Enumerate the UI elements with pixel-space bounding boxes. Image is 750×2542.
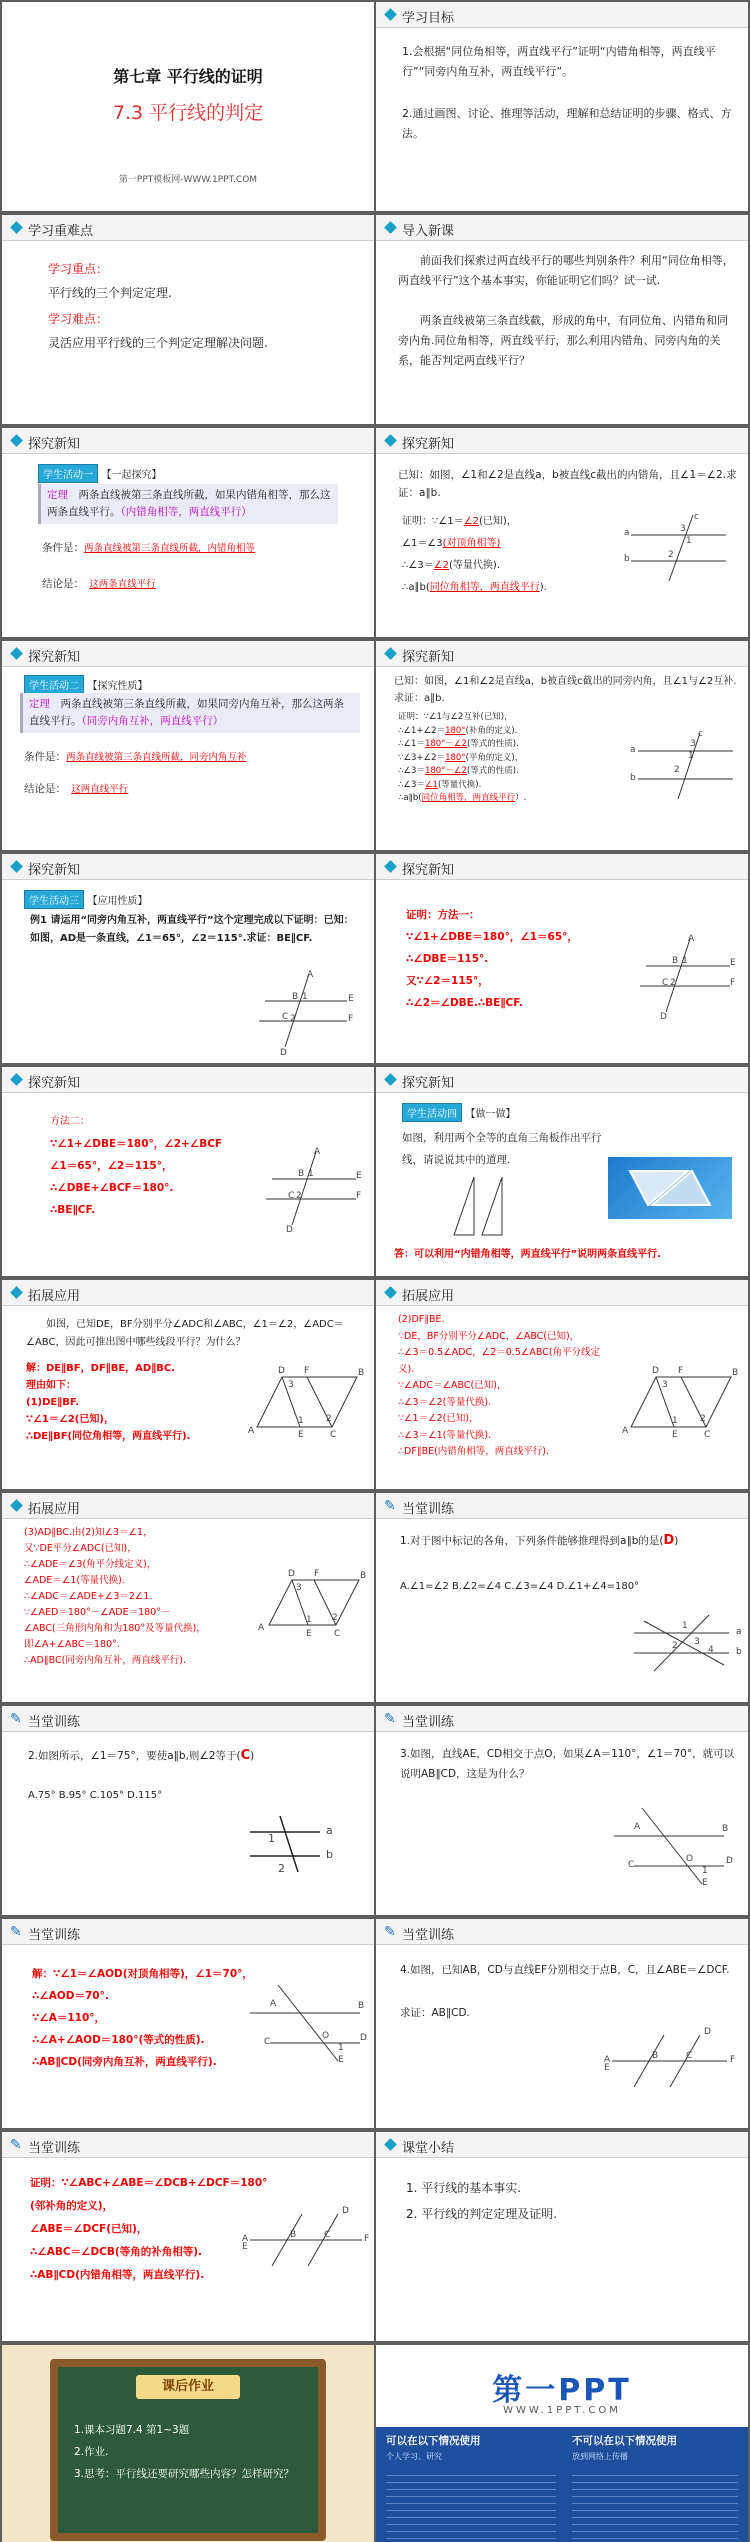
intersect-figure <box>614 1806 734 1886</box>
diamond-icon <box>10 647 23 660</box>
figure-label: A <box>622 1426 629 1436</box>
slide-header: 探究新知 <box>28 650 81 665</box>
figure-label: B <box>732 1368 739 1378</box>
geometry-figure <box>638 934 738 1014</box>
solution: (2)DF∥BE. ∵DE，BF分别平分∠ADC，∠ABC(已知)， ∴∠3＝0.5∠ADC，∠2＝0.5∠ABC(角平分线定义). ∵∠ADC＝∠ABC(已知)， ∴∠3＝∠2(等量代换). ∵∠1＝∠2(已知)， ∴∠3＝∠1(等量代换). ∴DF∥BE(内错角相等，两直线平行). <box>398 1314 601 1457</box>
slide-header: 探究新知 <box>402 437 455 452</box>
slide-copyright <box>376 2345 748 2542</box>
slide-header: 学习重难点 <box>28 224 94 239</box>
figure-label: b <box>736 1647 742 1657</box>
figure-label: 1 <box>688 751 694 761</box>
proof-line: ∴a∥b(同位角相等，两直线平行). <box>402 582 547 593</box>
figure-label: F <box>348 1014 354 1024</box>
figure-label: A <box>314 1147 321 1157</box>
slide-practice2 <box>2 1706 374 1915</box>
diamond-icon <box>10 1499 23 1512</box>
homework-title: 课后作业 <box>136 2375 240 2399</box>
figure-label: 1 <box>682 956 688 966</box>
solution: 解：DE∥BF，DF∥BE，AD∥BC. 理由如下： (1)DE∥BF. ∵∠1＝∠2(已知)， ∴DE∥BF(同位角相等，两直线平行). <box>26 1363 191 1442</box>
allowed-title: 可以在以下情况使用 <box>386 2435 481 2447</box>
example-text: 例1 请运用“同旁内角互补，两直线平行”这个定理完成以下证明：已知：如图，AD是一条直线，∠1＝65°，∠2＝115°.求证：BE∥CF. <box>30 915 354 944</box>
options: A.∠1=∠2 B.∠2=∠4 C.∠3=∠4 D.∠1+∠4=180° <box>400 1581 640 1592</box>
figure-label: E <box>348 994 354 1004</box>
figure-label: E <box>604 2063 610 2073</box>
slide-method2 <box>2 1067 374 1276</box>
figure-label: 2 <box>672 1641 678 1651</box>
figure-label: C <box>704 1430 711 1440</box>
slide-header: 导入新课 <box>402 224 455 239</box>
figure-label: 2 <box>670 978 676 988</box>
slide-keypoints <box>2 215 374 424</box>
diamond-icon <box>384 1073 397 1086</box>
problem: 如图，已知DE，BF分别平分∠ADC和∠ABC，∠1＝∠2，∠ADC＝∠ABC，因此可推出图中哪些线段平行？为什么？ <box>26 1319 344 1348</box>
activity-note: 【探究性质】 <box>87 681 148 692</box>
figure-label: 1 <box>268 1832 275 1845</box>
figure-label: 2 <box>674 765 680 775</box>
given: 已知：如图，∠1和∠2是直线a，b被直线c截出的同旁内角，且∠1与∠2互补.求证：a∥b. <box>394 676 737 704</box>
task-text: 如图，利用两个全等的直角三角板作出平行线，请说说其中的道理. <box>402 1132 602 1166</box>
goal-1: 1.会根据“同位角相等，两直线平行”证明“内错角相等，两直线平行”“同旁内角互补，两直线平行”。 <box>402 45 716 78</box>
geometry-figure <box>257 969 357 1049</box>
figure-label: 3 <box>296 1583 302 1593</box>
ruler-photo <box>608 1157 732 1219</box>
chalkboard <box>50 2359 326 2541</box>
transversal-figure <box>612 2031 732 2091</box>
activity-note: 【一起探究】 <box>101 470 162 481</box>
slide-activity2 <box>2 641 374 850</box>
figure-label: F <box>678 1366 684 1376</box>
difficulty-value: 灵活应用平行线的三个判定定理解决问题. <box>48 336 268 350</box>
figure-label: b <box>630 773 636 783</box>
diamond-icon <box>384 434 397 447</box>
brand-url: WWW.1PPT.COM <box>503 2405 621 2416</box>
activity-note: 【做一做】 <box>465 1109 516 1120</box>
figure-label: B <box>722 1824 729 1834</box>
slide-activity3 <box>2 854 374 1063</box>
question: 1.对于图中标记的各角，下列条件能够推理得到a∥b的是(D) <box>400 1533 679 1548</box>
pen-icon: ✎ <box>384 1498 396 1514</box>
intro-p2: 两条直线被第三条直线截，形成的角中，有同位角、内错角和同旁内角.同位角相等，两直线平行，那么利用内错角、同旁内角的关系，能否判定两直线平行？ <box>398 314 728 367</box>
triangles-figure <box>452 1175 512 1237</box>
slide-title <box>2 2 374 211</box>
diamond-icon <box>384 1286 397 1299</box>
figure-label: E <box>702 1878 708 1888</box>
question: 3.如图，直线AE，CD相交于点O，如果∠A＝110°，∠1＝70°，就可以说明AB∥CD，这是为什么？ <box>400 1748 735 1780</box>
forbidden-item: 放到网络上传播 <box>572 2452 628 2461</box>
diamond-icon <box>10 434 23 447</box>
solution: 证明：∵∠ABC+∠ABE＝∠DCB+∠DCF＝180° (邻补角的定义)， ∠ABE＝∠DCF(已知)， ∴∠ABC＝∠DCB(等角的补角相等). ∴AB∥CD(内错角相等，两直线平行). <box>30 2177 268 2281</box>
figure-label: E <box>356 1171 362 1181</box>
figure-label: F <box>314 1569 320 1579</box>
figure-label: B <box>652 2051 659 2061</box>
slide-header: 拓展应用 <box>402 1289 455 1304</box>
activity-tag: 学生活动一 <box>38 464 98 483</box>
figure-label: E <box>242 2242 248 2252</box>
figure-label: B <box>298 1169 305 1179</box>
options: A.75° B.95° C.105° D.115° <box>28 1790 163 1801</box>
method2-proof: 方法二： ∵∠1+∠DBE＝180°，∠2+∠BCF ∠1＝65°，∠2＝115°， ∴∠DBE+∠BCF＝180°. ∴BE∥CF. <box>50 1116 223 1216</box>
pen-icon: ✎ <box>384 1924 396 1940</box>
slide-header: 探究新知 <box>402 1076 455 1091</box>
figure-label: C <box>686 2051 693 2061</box>
figure-label: 2 <box>332 1613 338 1623</box>
figure-label: 1 <box>302 992 308 1002</box>
figure-label: B <box>292 992 299 1002</box>
figure-label: A <box>634 1822 641 1832</box>
figure-label: 2 <box>296 1191 302 1201</box>
slide-extension2 <box>376 1280 748 1489</box>
transversal-figure <box>250 2210 365 2270</box>
slide-header: 当堂训练 <box>402 1715 455 1730</box>
parallelogram-figure <box>264 1575 364 1631</box>
diamond-icon <box>10 860 23 873</box>
solution: (3)AD∥BC.由(2)知∠3＝∠1， 又∵DE平分∠ADC(已知)， ∴∠ADE＝∠3(角平分线定义)， ∠ADE＝∠1(等量代换). ∴∠ADC＝∠ADE+∠3＝2∠1. ∵∠AED＝180°－∠ADE＝180°－ ∠ABC(三角形内角和为180°及等量代换)， 即∠A+∠ABC＝180°. ∴AD∥BC(同旁内角互补，两直线平行). <box>24 1527 206 1666</box>
figure-label: B <box>290 2230 297 2240</box>
slide-header: 当堂训练 <box>28 2141 81 2156</box>
parallelogram-figure <box>626 1372 736 1432</box>
figure-label: c <box>698 729 703 739</box>
diamond-icon <box>384 860 397 873</box>
slide-header: 拓展应用 <box>28 1289 81 1304</box>
figure-label: D <box>726 1856 733 1866</box>
proof-steps: 证明：∵∠1与∠2互补(已知)， ∴∠1+∠2＝180°(补角的定义). ∴∠1＝180°－∠2(等式的性质). ∵∠3+∠2＝180°(平角的定义)， ∴∠3＝180°－∠2(等式的性质). ∴∠3＝∠1(等量代换). ∴a∥b(同位角相等，两直线平行）. <box>398 712 527 803</box>
slide-practice3 <box>376 1706 748 1915</box>
slide-header: 课堂小结 <box>402 2141 455 2156</box>
forbidden-title: 不可以在以下情况使用 <box>572 2435 677 2447</box>
figure-label: 1 <box>682 1621 688 1631</box>
figure-label: E <box>730 958 736 968</box>
condition: 条件是：两条直线被第三条直线所截，同旁内角互补 <box>24 751 247 763</box>
theorem-box: 定理 两条直线被第三条直线所截，如果内错角相等，那么这两条直线平行。（内错角相等，两直线平行） <box>38 484 338 524</box>
conclusion: 结论是： 这两直线平行 <box>24 783 129 795</box>
slide-activity4 <box>376 1067 748 1276</box>
difficulty-label: 学习难点： <box>48 312 109 326</box>
activity-tag: 学生活动二 <box>24 675 84 694</box>
figure-label: a <box>736 1627 742 1637</box>
figure-label: 2 <box>326 1414 332 1424</box>
slide-header: 当堂训练 <box>28 1715 81 1730</box>
slide-method1 <box>376 854 748 1063</box>
figure-label: B <box>358 2001 365 2011</box>
key-label: 学习重点： <box>48 262 109 276</box>
slide-header: 当堂训练 <box>402 1928 455 1943</box>
diamond-icon <box>10 1286 23 1299</box>
figure-label: 4 <box>708 1645 714 1655</box>
proof-line: 证明：∵∠1＝∠2(已知)， <box>402 516 517 527</box>
pen-icon: ✎ <box>10 1924 22 1940</box>
homework-list: 1.课本习题7.4 第1~3题 2.作业. 3.思考：平行线还要研究哪些内容？怎样研究？ <box>74 2424 295 2480</box>
figure-label: 3 <box>288 1380 294 1390</box>
figure-label: 3 <box>690 739 696 749</box>
figure-label: D <box>280 1048 287 1058</box>
proof-line: ∴∠3＝∠2(等量代换). <box>402 560 501 571</box>
figure-label: C <box>264 2037 271 2047</box>
slide-extension1 <box>2 1280 374 1489</box>
parallel-figure <box>638 731 738 801</box>
slide-practice4 <box>376 1919 748 2128</box>
figure-label: E <box>672 1430 678 1440</box>
slide-intro <box>376 215 748 424</box>
figure-label: 3 <box>662 1380 668 1390</box>
conclusion: 结论是： 这两条直线平行 <box>42 578 156 590</box>
figure-label: A <box>688 934 695 944</box>
figure-label: O <box>686 1854 694 1864</box>
figure-label: D <box>660 1012 667 1022</box>
figure-label: C <box>628 1860 635 1870</box>
diamond-icon <box>10 1073 23 1086</box>
activity-tag: 学生活动四 <box>402 1103 462 1122</box>
slide-summary <box>376 2132 748 2341</box>
slide-practice1 <box>376 1493 748 1702</box>
pen-icon: ✎ <box>10 2137 22 2153</box>
figure-label: 2 <box>278 1862 285 1875</box>
figure-label: D <box>286 1225 293 1235</box>
diamond-icon <box>384 221 397 234</box>
question: 4.如图，已知AB，CD与直线EF分别相交于点B，C，且∠ABE＝∠DCF. <box>400 1964 730 1976</box>
slide-practice4-answer <box>2 2132 374 2341</box>
slide-practice3-answer <box>2 1919 374 2128</box>
figure-label: D <box>704 2027 711 2037</box>
question: 2.如图所示，∠1＝75°，要使a∥b,则∠2等于(C) <box>28 1748 255 1763</box>
figure-label: A <box>248 1426 255 1436</box>
figure-label: B <box>360 1571 367 1581</box>
activity-note: 【应用性质】 <box>87 896 148 907</box>
slide-header: 学习目标 <box>402 11 455 26</box>
figure-label: F <box>364 2234 370 2244</box>
proof-line: ∠1＝∠3(对顶角相等) <box>402 538 501 549</box>
figure-label: A <box>270 1999 277 2009</box>
diamond-icon <box>10 221 23 234</box>
allowed-item: 个人学习、研究 <box>386 2452 442 2461</box>
figure-label: F <box>730 2055 736 2065</box>
figure-label: F <box>730 978 736 988</box>
slide-header: 探究新知 <box>402 863 455 878</box>
slide-homework <box>2 2345 374 2542</box>
figure-label: 3 <box>694 1637 700 1647</box>
figure-label: D <box>288 1569 295 1579</box>
figure-label: A <box>307 970 314 980</box>
figure-label: a <box>326 1824 333 1837</box>
slide-header: 探究新知 <box>28 1076 81 1091</box>
usage-panel <box>376 2427 748 2542</box>
activity-tag: 学生活动三 <box>24 890 84 909</box>
figure-label: C <box>282 1012 289 1022</box>
figure-label: 1 <box>702 1866 708 1876</box>
pen-icon: ✎ <box>384 1711 396 1727</box>
figure-label: A <box>604 2055 611 2065</box>
figure-label: C <box>334 1629 341 1639</box>
intersect-figure <box>250 1983 365 2063</box>
figure-label: c <box>694 512 699 522</box>
answer: 答：可以利用“内错角相等，两直线平行”说明两条直线平行. <box>394 1249 661 1260</box>
figure-label: 1 <box>686 536 692 546</box>
condition: 条件是：两条直线被第三条直线所截，内错角相等 <box>42 542 256 554</box>
theorem-box: 定理 两条直线被第三条直线所截，如果同旁内角互补，那么这两条直线平行。（同旁内角互补，两直线平行） <box>20 693 360 733</box>
diamond-icon <box>384 8 397 21</box>
figure-label: C <box>324 2230 331 2240</box>
summary-2: 2. 平行线的判定定理及证明. <box>406 2207 558 2221</box>
slide-header: 拓展应用 <box>28 1502 81 1517</box>
figure-label: O <box>322 2031 330 2041</box>
figure-label: D <box>278 1366 285 1376</box>
given: 已知：如图，∠1和∠2是直线a，b被直线c截出的内错角，且∠1＝∠2.求证：a∥b. <box>398 469 737 499</box>
figure-label: b <box>326 1848 333 1861</box>
figure-label: b <box>624 554 630 564</box>
link-list <box>572 2469 738 2542</box>
figure-label: E <box>338 2055 344 2065</box>
link-list <box>386 2469 556 2542</box>
figure-label: B <box>358 1368 365 1378</box>
figure-label: 2 <box>668 550 674 560</box>
parallelogram-figure <box>252 1372 362 1432</box>
figure-label: 3 <box>680 524 686 534</box>
diamond-icon <box>384 647 397 660</box>
figure-label: F <box>304 1366 310 1376</box>
figure-label: A <box>242 2234 249 2244</box>
figure-label: 1 <box>306 1615 312 1625</box>
figure-label: D <box>652 1366 659 1376</box>
figure-label: A <box>258 1623 265 1633</box>
slide-goals <box>376 2 748 211</box>
method1-proof: 证明：方法一： ∵∠1+∠DBE＝180°，∠1＝65°， ∴∠DBE＝115°. 又∵∠2＝115°， ∴∠2＝∠DBE.∴BE∥CF. <box>406 909 578 1009</box>
slide-extension3 <box>2 1493 374 1702</box>
figure-label: a <box>630 745 636 755</box>
figure-label: E <box>306 1629 312 1639</box>
goal-2: 2.通过画图、讨论、推理等活动，理解和总结证明的步骤、格式、方法。 <box>402 107 732 140</box>
figure-label: B <box>672 956 679 966</box>
lesson-title: 7.3 平行线的判定 <box>112 102 264 124</box>
figure-label: 1 <box>672 1416 678 1426</box>
key-value: 平行线的三个判定定理. <box>48 286 172 300</box>
solution: 解：∵∠1＝∠AOD(对顶角相等)，∠1＝70°， ∴∠AOD＝70°. ∵∠A＝110°， ∴∠A+∠AOD＝180°(等式的性质). ∴AB∥CD(同旁内角互补，两直线平行). <box>32 1968 253 2068</box>
slide-header: 当堂训练 <box>402 1502 455 1517</box>
diamond-icon <box>384 2138 397 2151</box>
slide-header: 探究新知 <box>28 863 81 878</box>
figure-label: E <box>298 1430 304 1440</box>
site-sub: 第一PPT模板网-WWW.1PPT.COM <box>118 175 258 185</box>
figure-label: 2 <box>290 1014 296 1024</box>
brand-logo: 第一PPT <box>492 2373 632 2408</box>
figure-label: F <box>356 1191 362 1201</box>
slide-activity1 <box>2 428 374 637</box>
geometry-figure <box>264 1147 364 1227</box>
chapter-title: 第七章 平行线的证明 <box>113 67 263 86</box>
figure-label: C <box>662 978 669 988</box>
angle-figure <box>250 1814 330 1874</box>
figure-label: D <box>360 2033 367 2043</box>
slide-header: 探究新知 <box>402 650 455 665</box>
figure-label: 1 <box>308 1169 314 1179</box>
figure-label: C <box>288 1191 295 1201</box>
figure-label: 1 <box>298 1416 304 1426</box>
figure-label: 1 <box>338 2043 344 2053</box>
figure-label: C <box>330 1430 337 1440</box>
summary-1: 1. 平行线的基本事实. <box>406 2181 522 2195</box>
intro-p1: 前面我们探索过两直线平行的哪些判别条件？利用“同位角相等，两直线平行”这个基本事实，你能证明它们吗？试一试. <box>398 254 734 287</box>
slide-proof2 <box>376 641 748 850</box>
figure-label: a <box>624 528 630 538</box>
pen-icon: ✎ <box>10 1711 22 1727</box>
slide-header: 当堂训练 <box>28 1928 81 1943</box>
question-prove: 求证：AB∥CD. <box>400 2007 470 2019</box>
figure-label: D <box>342 2206 349 2216</box>
slide-proof1 <box>376 428 748 637</box>
figure-label: 2 <box>700 1414 706 1424</box>
slide-header: 探究新知 <box>28 437 81 452</box>
